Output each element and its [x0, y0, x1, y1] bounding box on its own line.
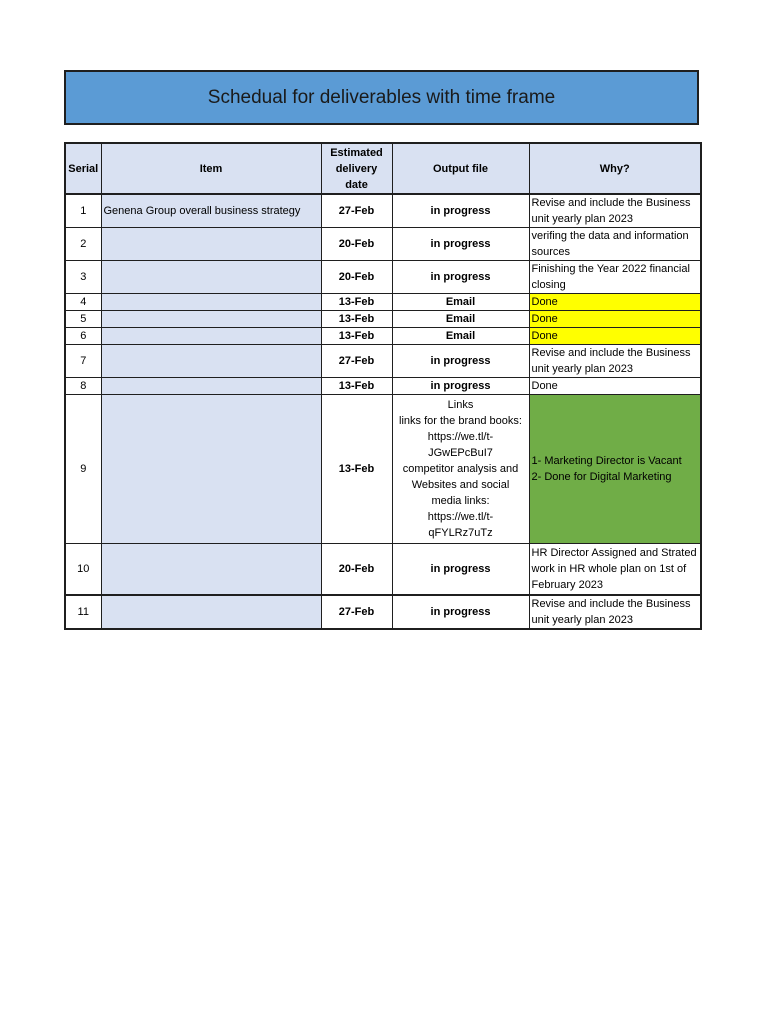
cell-serial: 6	[65, 328, 101, 345]
cell-why: Done	[529, 378, 701, 395]
cell-item	[101, 261, 321, 294]
cell-item	[101, 328, 321, 345]
table-row	[65, 311, 701, 328]
cell-item	[101, 311, 321, 328]
cell-why: Finishing the Year 2022 financial closing	[529, 261, 701, 294]
table-row	[65, 194, 701, 228]
cell-output: Email	[392, 294, 529, 311]
cell-output: Email	[392, 328, 529, 345]
cell-date: 13-Feb	[321, 395, 392, 544]
cell-output: in progress	[392, 261, 529, 294]
page-title: Schedual for deliverables with time frame	[207, 86, 556, 108]
table-row	[65, 345, 701, 378]
table-row	[65, 261, 701, 294]
cell-output: in progress	[392, 378, 529, 395]
cell-item	[101, 345, 321, 378]
cell-why: Revise and include the Business unit yearly plan 2023	[529, 595, 701, 629]
cell-why: 1- Marketing Director is Vacant 2- Done for Digital Marketing	[529, 395, 701, 544]
cell-why: Revise and include the Business unit yearly plan 2023	[529, 345, 701, 378]
cell-why: verifing the data and information sources	[529, 228, 701, 261]
cell-date: 20-Feb	[321, 544, 392, 595]
cell-item: Genena Group overall business strategy	[101, 194, 321, 228]
cell-why: Done	[529, 294, 701, 311]
cell-date: 20-Feb	[321, 228, 392, 261]
header-date: Estimated delivery date	[321, 143, 392, 194]
cell-date: 27-Feb	[321, 194, 392, 228]
table-row	[65, 294, 701, 311]
cell-serial: 9	[65, 395, 101, 544]
header-item: Item	[101, 143, 321, 194]
cell-serial: 10	[65, 544, 101, 595]
cell-output: Links links for the brand books: https://we.tl/t- JGwEPcBuI7 competitor analysis and Websites and social media links: https://we.tl/t- qFYLRz7uTz	[392, 395, 529, 544]
cell-serial: 11	[65, 595, 101, 629]
cell-serial: 8	[65, 378, 101, 395]
cell-serial: 4	[65, 294, 101, 311]
table-row	[65, 228, 701, 261]
table-row	[65, 395, 701, 544]
cell-why: Done	[529, 328, 701, 345]
header-output: Output file	[392, 143, 529, 194]
cell-date: 27-Feb	[321, 345, 392, 378]
header-row	[65, 143, 701, 194]
cell-serial: 3	[65, 261, 101, 294]
cell-why: Revise and include the Business unit yearly plan 2023	[529, 194, 701, 228]
deliverables-table	[64, 142, 702, 630]
cell-output: in progress	[392, 595, 529, 629]
header-serial: Serial	[65, 143, 101, 194]
cell-output: in progress	[392, 194, 529, 228]
cell-serial: 2	[65, 228, 101, 261]
cell-why: HR Director Assigned and Strated work in HR whole plan on 1st of February 2023	[529, 544, 701, 595]
table-row	[65, 328, 701, 345]
cell-date: 13-Feb	[321, 378, 392, 395]
cell-item	[101, 228, 321, 261]
cell-output: in progress	[392, 544, 529, 595]
cell-serial: 5	[65, 311, 101, 328]
cell-date: 13-Feb	[321, 328, 392, 345]
cell-item	[101, 395, 321, 544]
cell-output: in progress	[392, 228, 529, 261]
cell-date: 13-Feb	[321, 294, 392, 311]
cell-date: 27-Feb	[321, 595, 392, 629]
cell-output: Email	[392, 311, 529, 328]
cell-date: 13-Feb	[321, 311, 392, 328]
cell-serial: 1	[65, 194, 101, 228]
cell-item	[101, 544, 321, 595]
cell-date: 20-Feb	[321, 261, 392, 294]
cell-item	[101, 294, 321, 311]
cell-item	[101, 595, 321, 629]
cell-serial: 7	[65, 345, 101, 378]
cell-why: Done	[529, 311, 701, 328]
cell-output: in progress	[392, 345, 529, 378]
table-row	[65, 544, 701, 595]
title-banner	[64, 70, 699, 125]
table-row	[65, 378, 701, 395]
cell-item	[101, 378, 321, 395]
table-row	[65, 595, 701, 629]
header-why: Why?	[529, 143, 701, 194]
